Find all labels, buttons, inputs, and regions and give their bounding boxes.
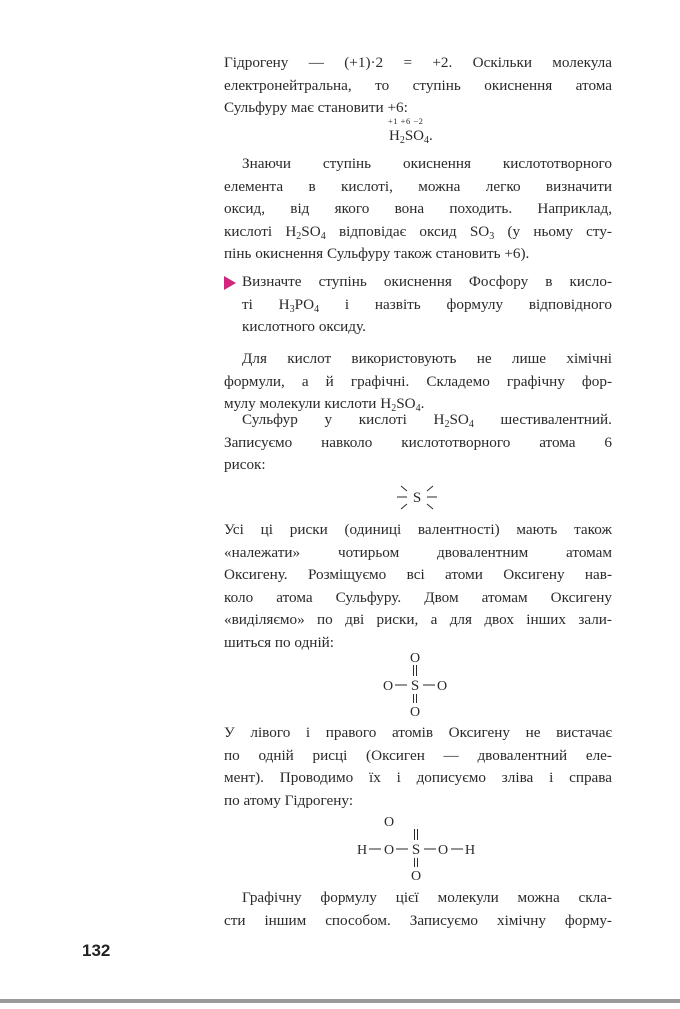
oxygen-bottom: O <box>410 869 422 882</box>
sulfur-symbol: S <box>412 490 422 506</box>
paragraph-hydrogen <box>224 722 612 812</box>
text-line: формули, а й графічні. Складемо графічну фор- <box>224 372 612 390</box>
text-line: елемента в кислоті, можна легко визначити <box>224 177 612 195</box>
oxygen-top: O <box>383 815 395 830</box>
text-line: Визначте ступінь окиснення Фосфору в кисло- <box>242 273 612 290</box>
paragraph-sulfur <box>224 409 612 477</box>
text-line: ті $H_3PO_4$ і назвіть формулу відповідного <box>242 295 612 315</box>
task-block <box>224 271 612 339</box>
oxygen-left: O <box>382 679 394 694</box>
bottom-divider <box>0 999 680 1003</box>
text-line: Оксигену. Розміщуємо всі атоми Оксигену нав- <box>224 566 612 584</box>
text-line: кислотного оксиду. <box>242 318 366 336</box>
text-line: Знаючи ступінь окиснення кислототворного <box>242 155 612 172</box>
oxidation-states: +1 +6 −2 <box>388 116 424 126</box>
text-line: мент). Проводимо їх і дописуємо зліва і справа <box>224 769 612 787</box>
formula-h2so4-structural <box>352 812 480 882</box>
text-line: «належати» чотирьом двовалентним атомам <box>224 543 612 561</box>
oxygen-left: O <box>383 843 395 858</box>
text-line: Сульфур у кислоті $H_2SO_4$ шестивалентний. <box>242 411 612 430</box>
text-line: оксид, від якого вона походить. Наприклад, <box>224 200 612 218</box>
sulfur-center: S <box>410 678 420 694</box>
text-line: У лівого і правого атомів Оксигену не вистачає <box>224 724 612 741</box>
hydrogen-left: H <box>356 843 368 858</box>
paragraph-oxide <box>224 153 612 266</box>
formula-h2so4-oxidation <box>388 116 423 126</box>
text-line: рисок: <box>224 456 266 474</box>
oxygen-top: O <box>409 651 421 666</box>
text-line: кислоті $H_2SO_4$ відповідає оксид $SO_3$ (у ньому сту- <box>224 222 612 242</box>
text-line: «виділяємо» по дві риски, а для двох інших зали- <box>224 611 612 629</box>
text-line: коло атома Сульфуру. Двом атомам Оксигену <box>224 588 612 606</box>
text-line: Записуємо навколо кислототворного атома 6 <box>224 433 612 451</box>
text-line: Сульфуру має становити +6: <box>224 99 408 117</box>
text-line: електронейтральна, то ступінь окиснення атома <box>224 76 612 94</box>
formula-so4-skeleton <box>378 648 452 718</box>
text-line: Гідрогену — (+1)·2 = +2. Оскільки молекула <box>224 54 612 71</box>
text-line: Графічну формулу цієї молекули можна скла- <box>242 889 612 906</box>
hydrogen-right: H <box>464 843 476 858</box>
text-line: пінь окиснення Сульфуру також становить +6). <box>224 245 530 263</box>
formula-h2so4: $H_2SO_4$. <box>389 128 433 146</box>
text-line: мулу молекули кислоти $H_2SO_4$. <box>224 395 425 415</box>
text-line: шиться по одній: <box>224 633 335 651</box>
text-line: сти іншим способом. Записуємо хімічну форму- <box>224 911 612 929</box>
paragraph-alternative <box>224 887 612 932</box>
text-line: Для кислот використовують не лише хімічні <box>242 350 612 367</box>
paragraph-graphic <box>224 348 612 416</box>
oxygen-right: O <box>436 679 448 694</box>
paragraph-oxygen <box>224 519 612 655</box>
oxygen-bottom: O <box>409 705 421 718</box>
text-line: Усі ці риски (одиниці валентності) мають також <box>224 521 612 538</box>
oxygen-right: O <box>437 843 449 858</box>
page-number: 132 <box>82 941 111 960</box>
sulfur-center: S <box>411 842 421 858</box>
paragraph-intro <box>224 52 612 120</box>
text-line: по одній рисці (Оксиген — двовалентний еле- <box>224 746 612 764</box>
text-line: по атому Гідрогену: <box>224 791 354 809</box>
formula-sulfur-valence <box>395 480 439 514</box>
